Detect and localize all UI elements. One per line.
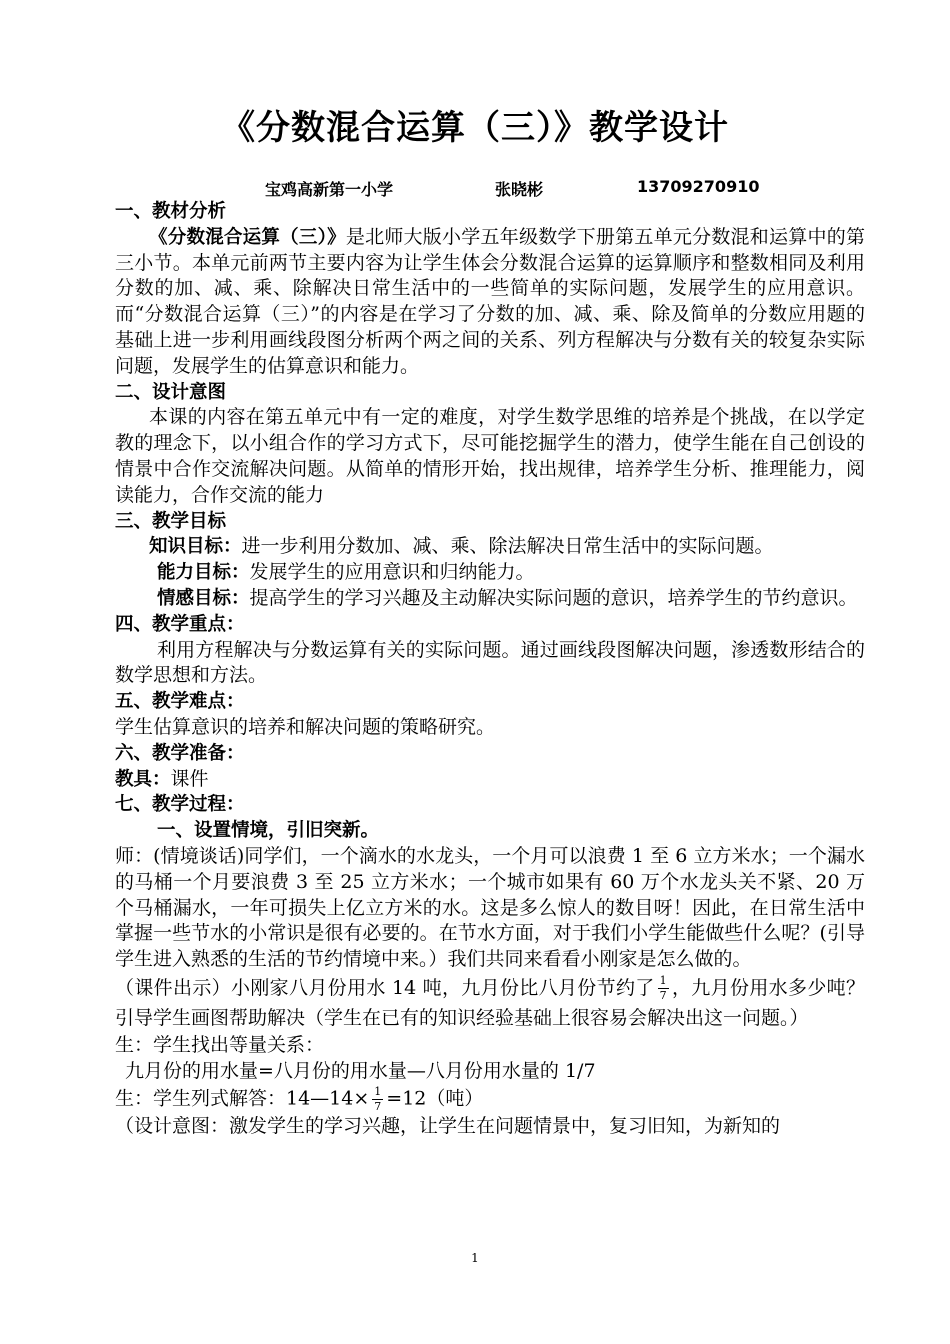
section-heading-1: 一、教材分析 xyxy=(115,201,227,222)
section-heading-5: 五、教学难点： xyxy=(115,691,245,713)
courseware-problem-text-a: （课件出示）小刚家八月份用水 14 吨，九月份比八月份节约了 xyxy=(115,976,655,999)
teaching-tools-text: 课件 xyxy=(170,767,209,790)
goal-knowledge-text: 进一步利用分数加、减、乘、除法解决日常生活中的实际问题。 xyxy=(241,535,774,558)
section-4-paragraph: 利用方程解决与分数运算有关的实际问题。通过画线段图解决问题，渗透数形结合的数学思想和方法。 xyxy=(115,638,865,687)
fraction-numerator-2: 1 xyxy=(374,1085,382,1098)
byline-author: 张晓彬 xyxy=(495,180,544,199)
student-solution-line xyxy=(115,1085,865,1114)
student-solution-text-b: =12（吨） xyxy=(386,1087,484,1110)
section-heading-6: 六、教学准备： xyxy=(115,742,245,764)
section-heading-3: 三、教学目标 xyxy=(115,510,227,532)
goal-ability-label: 能力目标： xyxy=(157,562,250,584)
goal-emotion-text: 提高学生的学习兴趣及主动解决实际问题的意识，培养学生的节约意识。 xyxy=(249,586,858,609)
courseware-problem-paragraph xyxy=(115,973,865,1034)
goal-emotion xyxy=(115,586,865,612)
teacher-dialogue-paragraph: 师：(情境谈话)同学们，一个滴水的水龙头，一个月可以浪费 1 至 6 立方米水；一个漏水的马桶一个月要浪费 3 至 25 立方米水；一个城市如果有 60 万个水龙头关不紧、20 万个马桶漏水，一年可损失上亿立方米的水。这是多么惊人的数目呀！因此，在日常生活中掌握一些节水的小常识是很有必要的。在节水方面，对于我们小学生能做些什么呢？(引导学生进入熟悉的生活的节约情境中来。）我们共同来看看小刚家是怎么做的。 xyxy=(115,844,865,971)
teaching-tools xyxy=(115,767,865,793)
section-heading-4: 四、教学重点： xyxy=(115,613,245,635)
section-heading-2: 二、设计意图 xyxy=(115,381,227,403)
book-title-bold: 《分数混合运算（三）》 xyxy=(149,226,346,248)
courseware-problem-text-b: ，九月份用水多少吨？引导学生画图帮助解决（学生在已有的知识经验基础上很容易会解决出这一问题。） xyxy=(115,976,865,1030)
teaching-tools-label: 教具： xyxy=(115,768,171,790)
design-intent-line: （设计意图：激发学生的学习兴趣，让学生在问题情景中，复习旧知，为新知的 xyxy=(115,1115,781,1137)
page-number: 1 xyxy=(471,1251,479,1265)
goal-knowledge-label: 知识目标： xyxy=(149,536,242,558)
section-1-text: 是北师大版小学五年级数学下册第五单元分数混和运算中的第三小节。本单元前两节主要内容为让学生体会分数混合运算的运算顺序和整数相同及利用分数的加、减、乘、除解决日常生活中的一些简单的实际问题，发展学生的应用意识。而“分数混合运算（三）”的内容是在学习了分数的加、减、乘、除及简单的分数应用题的基础上进一步利用画线段图分析两个两之间的关系、列方程解决与分数有关的较复杂实际问题，发展学生的估算意识和能力。 xyxy=(115,225,865,377)
fraction-numerator: 1 xyxy=(659,974,667,988)
fraction-denominator-2: 7 xyxy=(374,1100,382,1113)
fraction-denominator: 7 xyxy=(659,989,667,1003)
byline-phone: 13709270910 xyxy=(637,177,760,196)
section-1-paragraph xyxy=(115,225,865,380)
student-relation-line: 生：学生找出等量关系： xyxy=(115,1034,325,1057)
equation-relation-line: 九月份的用水量=八月份的用水量—八月份用水量的 1/7 xyxy=(125,1060,596,1083)
student-solution-text-a: 生：学生列式解答：14—14× xyxy=(115,1087,370,1110)
section-heading-7: 七、教学过程： xyxy=(115,794,245,816)
section-2-paragraph: 本课的内容在第五单元中有一定的难度，对学生数学思维的培养是个挑战，在以学定教的理念下，以小组合作的学习方式下，尽可能挖掘学生的潜力，使学生能在自己创设的情景中合作交流解决问题。从简单的情形开始，找出规律，培养学生分析、推理能力，阅读能力，合作交流的能力 xyxy=(115,406,865,506)
goal-ability xyxy=(115,560,865,586)
section-5-paragraph: 学生估算意识的培养和解决问题的策略研究。 xyxy=(115,715,496,738)
fraction-one-seventh xyxy=(658,974,669,1003)
goal-ability-text: 发展学生的应用意识和归纳能力。 xyxy=(249,561,535,584)
fraction-one-seventh-2 xyxy=(372,1085,383,1114)
goal-knowledge xyxy=(115,534,865,560)
process-subheading-1: 一、设置情境，引旧突新。 xyxy=(157,820,380,842)
byline-school: 宝鸡高新第一小学 xyxy=(265,180,394,199)
goal-emotion-label: 情感目标： xyxy=(157,587,250,609)
document-body xyxy=(115,199,865,1140)
document-title: 《分数混合运算（三）》教学设计 xyxy=(221,108,729,148)
